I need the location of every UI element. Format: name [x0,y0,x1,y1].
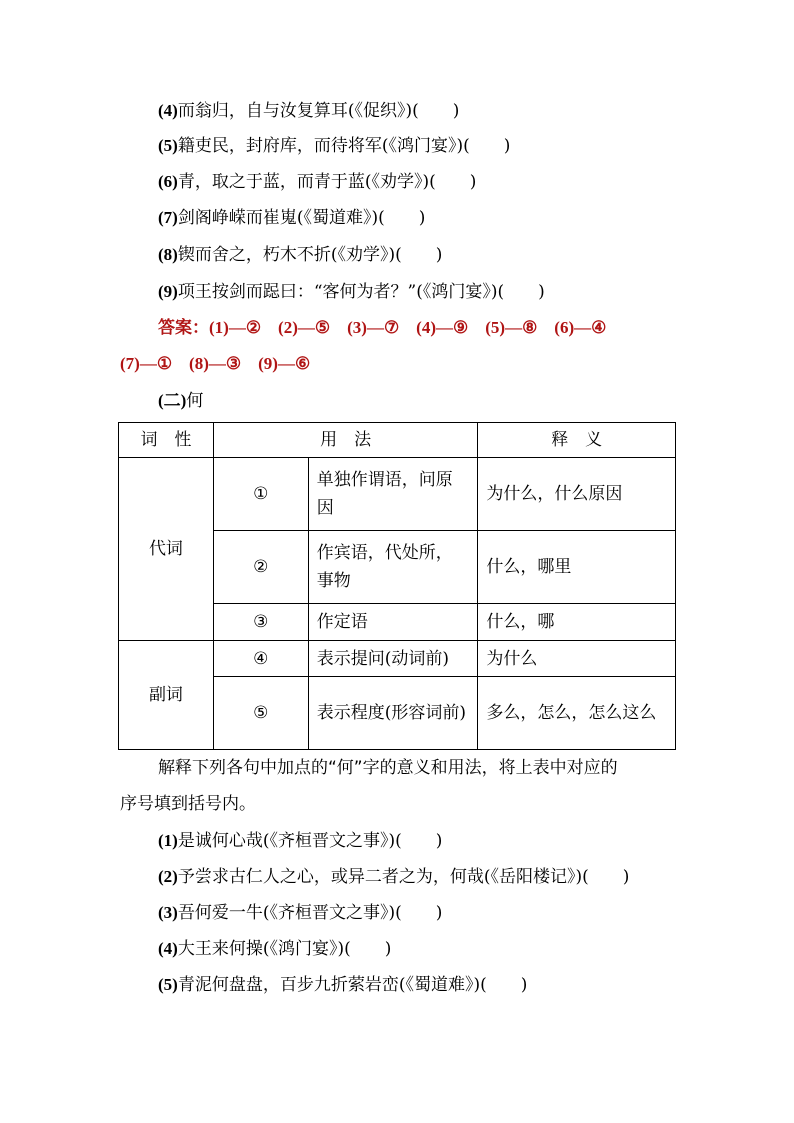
item-text: 予尝求古仁人之心，或异二者之为，何哉(《岳阳楼记》)( ) [177,867,630,887]
list-item [158,207,425,229]
instruction-text: 解释下列各句中加点的“何”字的意义和用法，将上表中对应的 [158,758,618,778]
answer-label: 答案： [158,318,209,338]
meaning-cell: 多么，怎么，怎么这么 [478,677,676,750]
item-number: (1) [158,831,178,850]
item-text: 而翁归，自与汝复算耳(《促织》)( ) [177,101,460,121]
item-number: (4) [158,101,178,120]
table-header-row [119,423,676,458]
header-pos: 词 性 [119,423,214,458]
list-item [158,244,442,266]
header-meaning: 释 义 [478,423,676,458]
list-item [158,938,391,960]
item-number: (7) [158,208,178,227]
item-number: (9) [158,282,178,301]
answer-line-continued: (7)—① (8)—③ (9)—⑥ [120,354,311,373]
item-text: 吾何爱一牛(《齐桓晋文之事》)( ) [177,903,443,923]
meaning-cell: 为什么 [478,641,676,677]
meaning-cell: 为什么，什么原因 [478,458,676,531]
item-text: 是诚何心哉(《齐桓晋文之事》)( ) [177,831,443,851]
index-cell: ② [213,531,308,604]
list-item [158,100,459,122]
answer-values: (1)—② (2)—⑤ (3)—⑦ (4)—⑨ (5)—⑧ (6)—④ [209,318,607,337]
item-text: 青，取之于蓝，而青于蓝(《劝学》)( ) [177,172,477,192]
item-text: 锲而舍之，朽木不折(《劝学》)( ) [177,245,443,265]
index-cell: ③ [213,604,308,641]
item-number: (2) [158,867,178,886]
header-usage: 用 法 [213,423,478,458]
item-text: 大王来何操(《鸿门宴》)( ) [177,939,392,959]
item-number: (5) [158,136,178,155]
item-number: (5) [158,975,178,994]
meaning-cell: 什么，哪 [478,604,676,641]
pos-cell: 代词 [119,458,214,641]
item-number: (3) [158,903,178,922]
item-number: (4) [158,939,178,958]
list-item [158,830,442,852]
index-cell: ① [213,458,308,531]
usage-cell: 作宾语，代处所，事物 [308,531,478,604]
pos-cell: 副词 [119,641,214,750]
list-item [158,281,545,303]
item-text: 剑阁峥嵘而崔嵬(《蜀道难》)( ) [177,208,426,228]
instruction-text-continued: 序号填到括号内。 [120,794,256,814]
item-number: (8) [158,245,178,264]
usage-cell: 表示程度(形容词前) [308,677,478,750]
meaning-cell: 什么，哪里 [478,531,676,604]
item-text: 籍吏民，封府库，而待将军(《鸿门宴》)( ) [177,136,511,156]
item-text: 项王按剑而跽曰：“客何为者？”(《鸿门宴》)( ) [177,282,545,302]
index-cell: ④ [213,641,308,677]
usage-cell: 单独作谓语，问原因 [308,458,478,531]
usage-table [118,422,676,750]
list-item [158,171,476,193]
answer-line [158,317,606,339]
table-row [119,458,676,531]
section-number: (二) [158,391,187,410]
section-title: 何 [186,391,204,411]
item-number: (6) [158,172,178,191]
usage-cell: 表示提问(动词前) [308,641,478,677]
usage-cell: 作定语 [308,604,478,641]
item-text: 青泥何盘盘，百步九折萦岩峦(《蜀道难》)( ) [177,975,528,995]
index-cell: ⑤ [213,677,308,750]
list-item [158,866,629,888]
list-item [158,902,442,924]
list-item [158,974,527,996]
list-item [158,135,510,157]
table-row [119,641,676,677]
section-heading [158,390,203,412]
